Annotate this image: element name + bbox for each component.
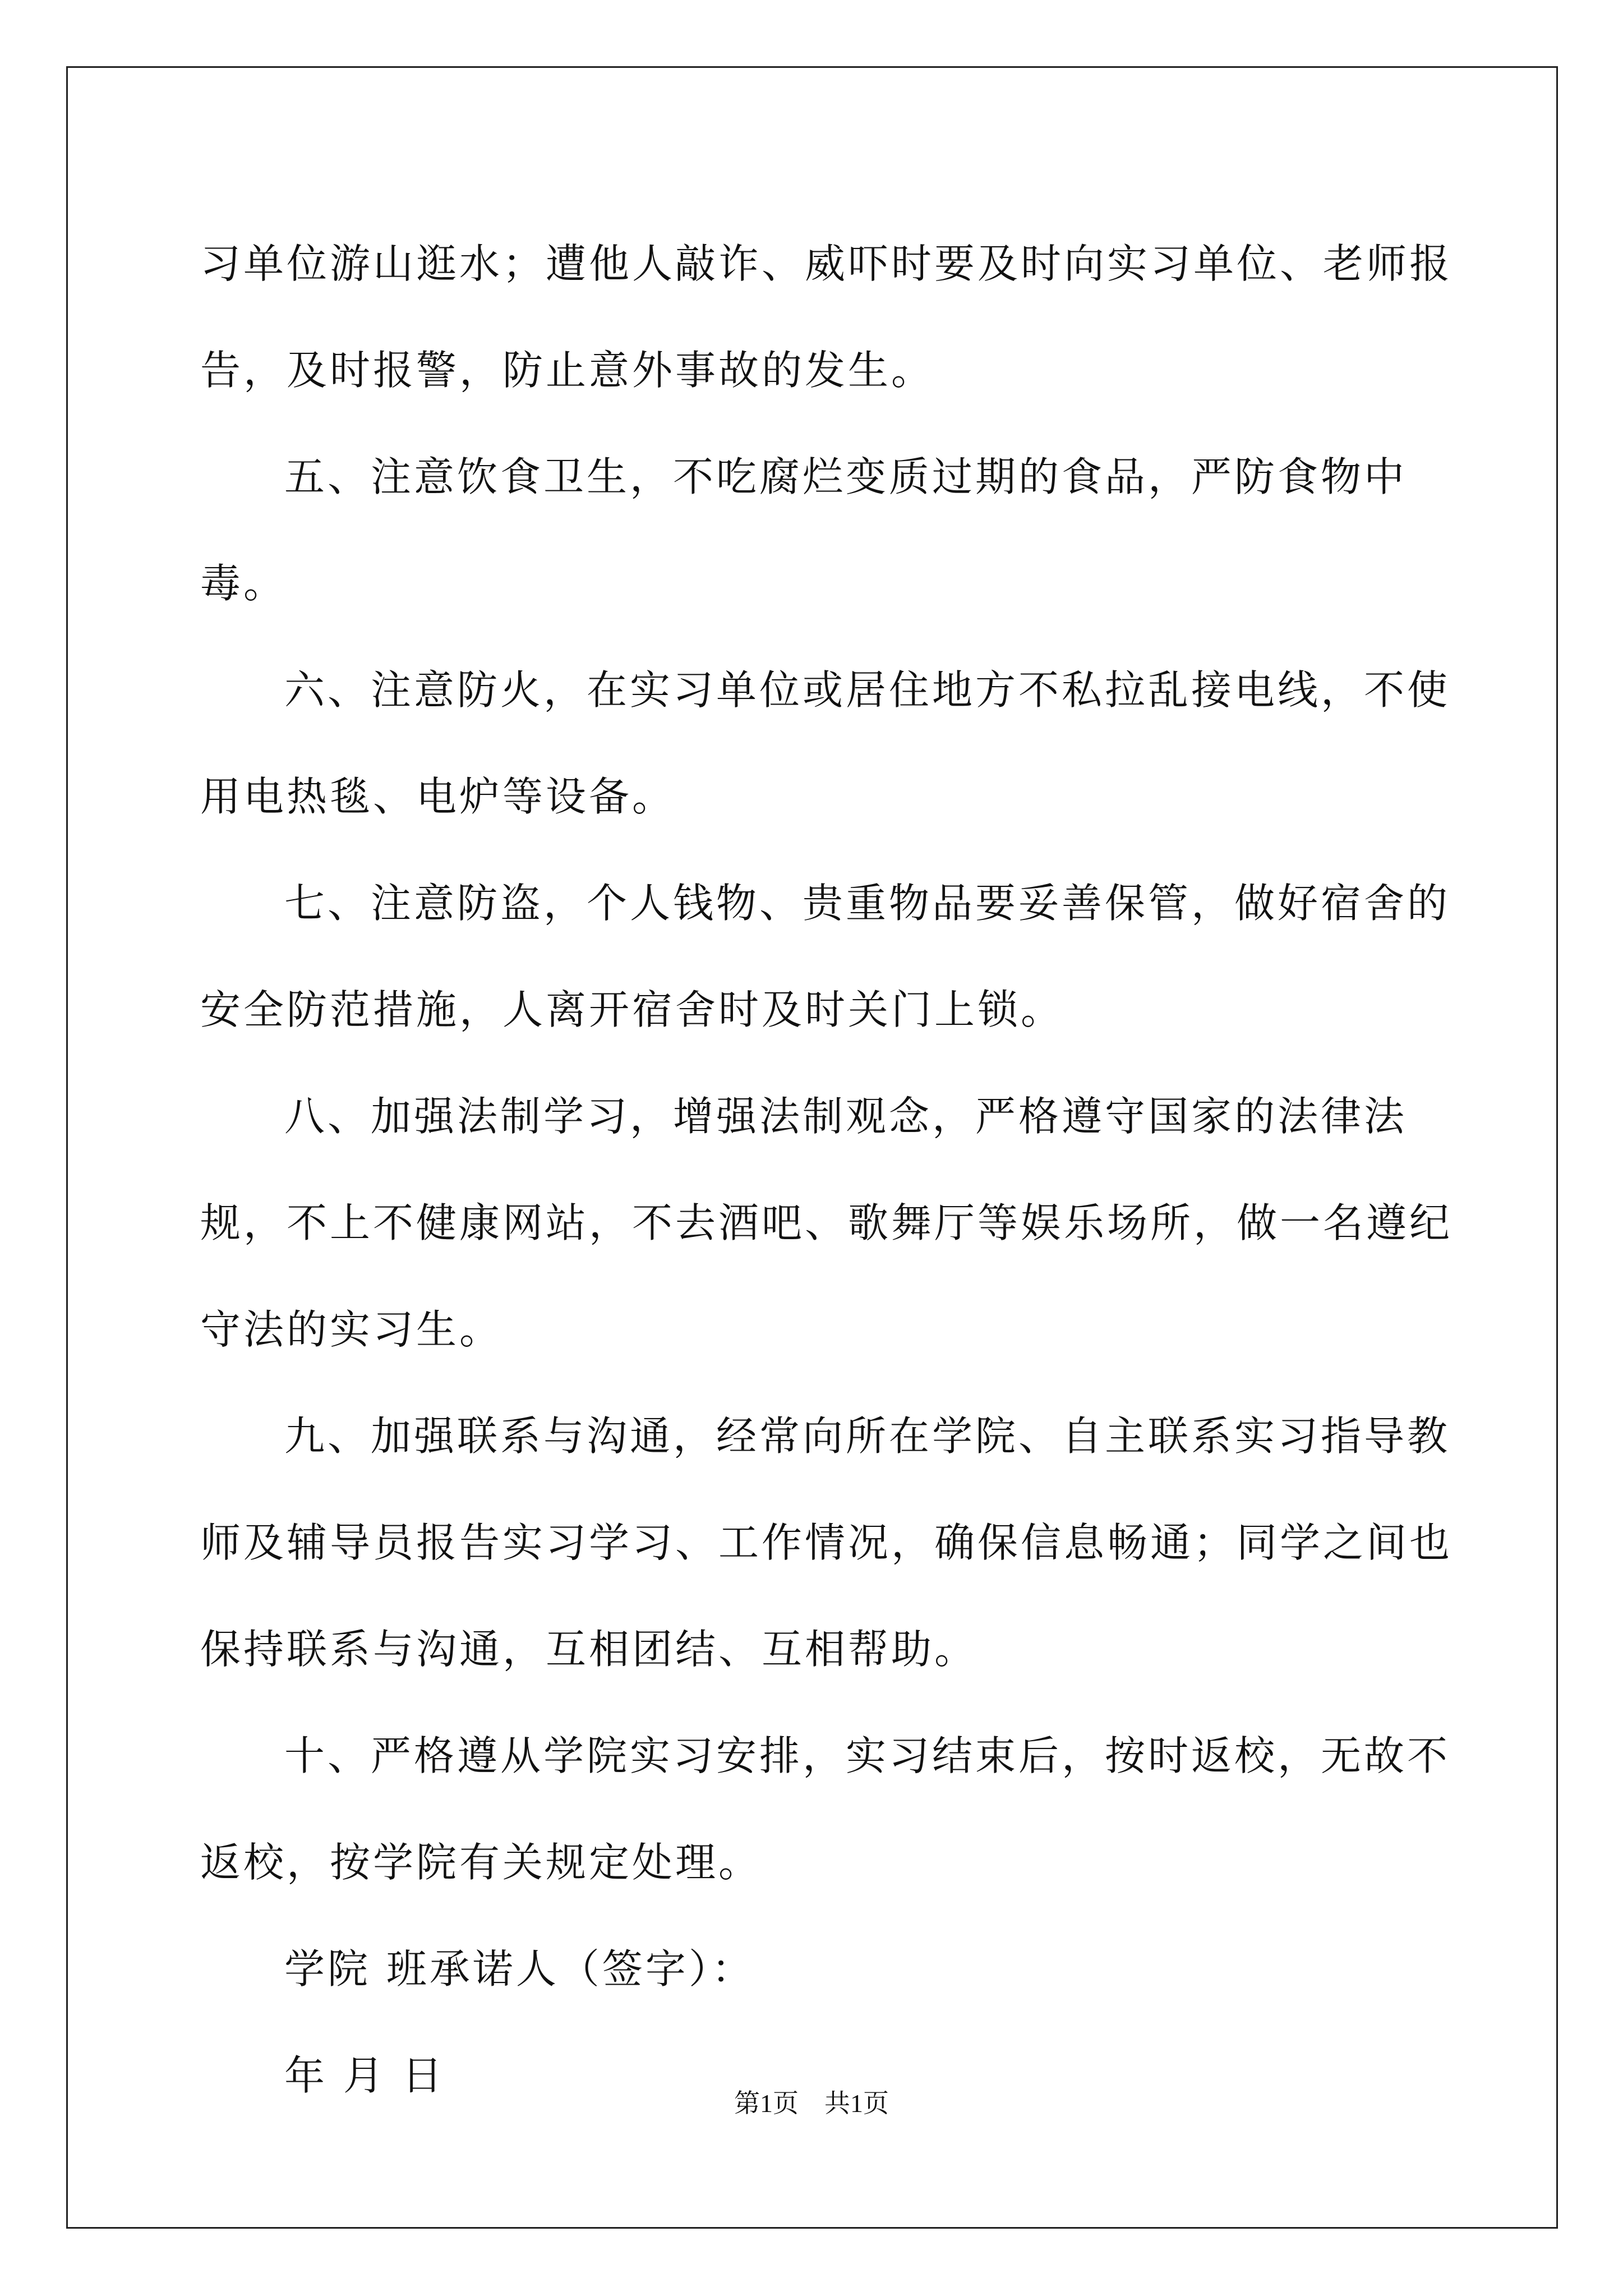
paragraph-item-10: 十、严格遵从学院实习安排，实习结束后，按时返校，无故不返校，按学院有关规定处理。 [200, 1732, 1451, 1886]
date-line: 年 月 日 [284, 2052, 445, 2099]
paragraph-item-6: 六、注意防火，在实习单位或居住地方不私拉乱接电线，不使用电热毯、电炉等设备。 [200, 666, 1451, 820]
paragraph-item-9: 九、加强联系与沟通，经常向所在学院、自主联系实习指导教师及辅导员报告实习学习、工作情况，确保信息畅通；同学之间也保持联系与沟通，互相团结、互相帮助。 [200, 1412, 1453, 1673]
paragraph-item-5: 五、注意饮食卫生，不吃腐烂变质过期的食品，严防食物中毒。 [200, 453, 1408, 607]
signature-line: 学院 班承诺人（签字）： [284, 1945, 755, 1993]
document-body [200, 210, 1456, 2129]
paragraph-1: 习单位游山逛水；遭他人敲诈、威吓时要及时向实习单位、老师报告，及时报警，防止意外事故的发生。 [200, 240, 1453, 394]
paragraph-item-7: 七、注意防盗，个人钱物、贵重物品要妥善保管，做好宿舍的安全防范措施，人离开宿舍时及时关门上锁。 [200, 880, 1451, 1033]
paragraph-item-8: 八、加强法制学习，增强法制观念，严格遵守国家的法律法规，不上不健康网站，不去酒吧、歌舞厅等娱乐场所，做一名遵纪守法的实习生。 [200, 1093, 1453, 1353]
page-number: 第1页 共1页 [734, 2089, 889, 2118]
